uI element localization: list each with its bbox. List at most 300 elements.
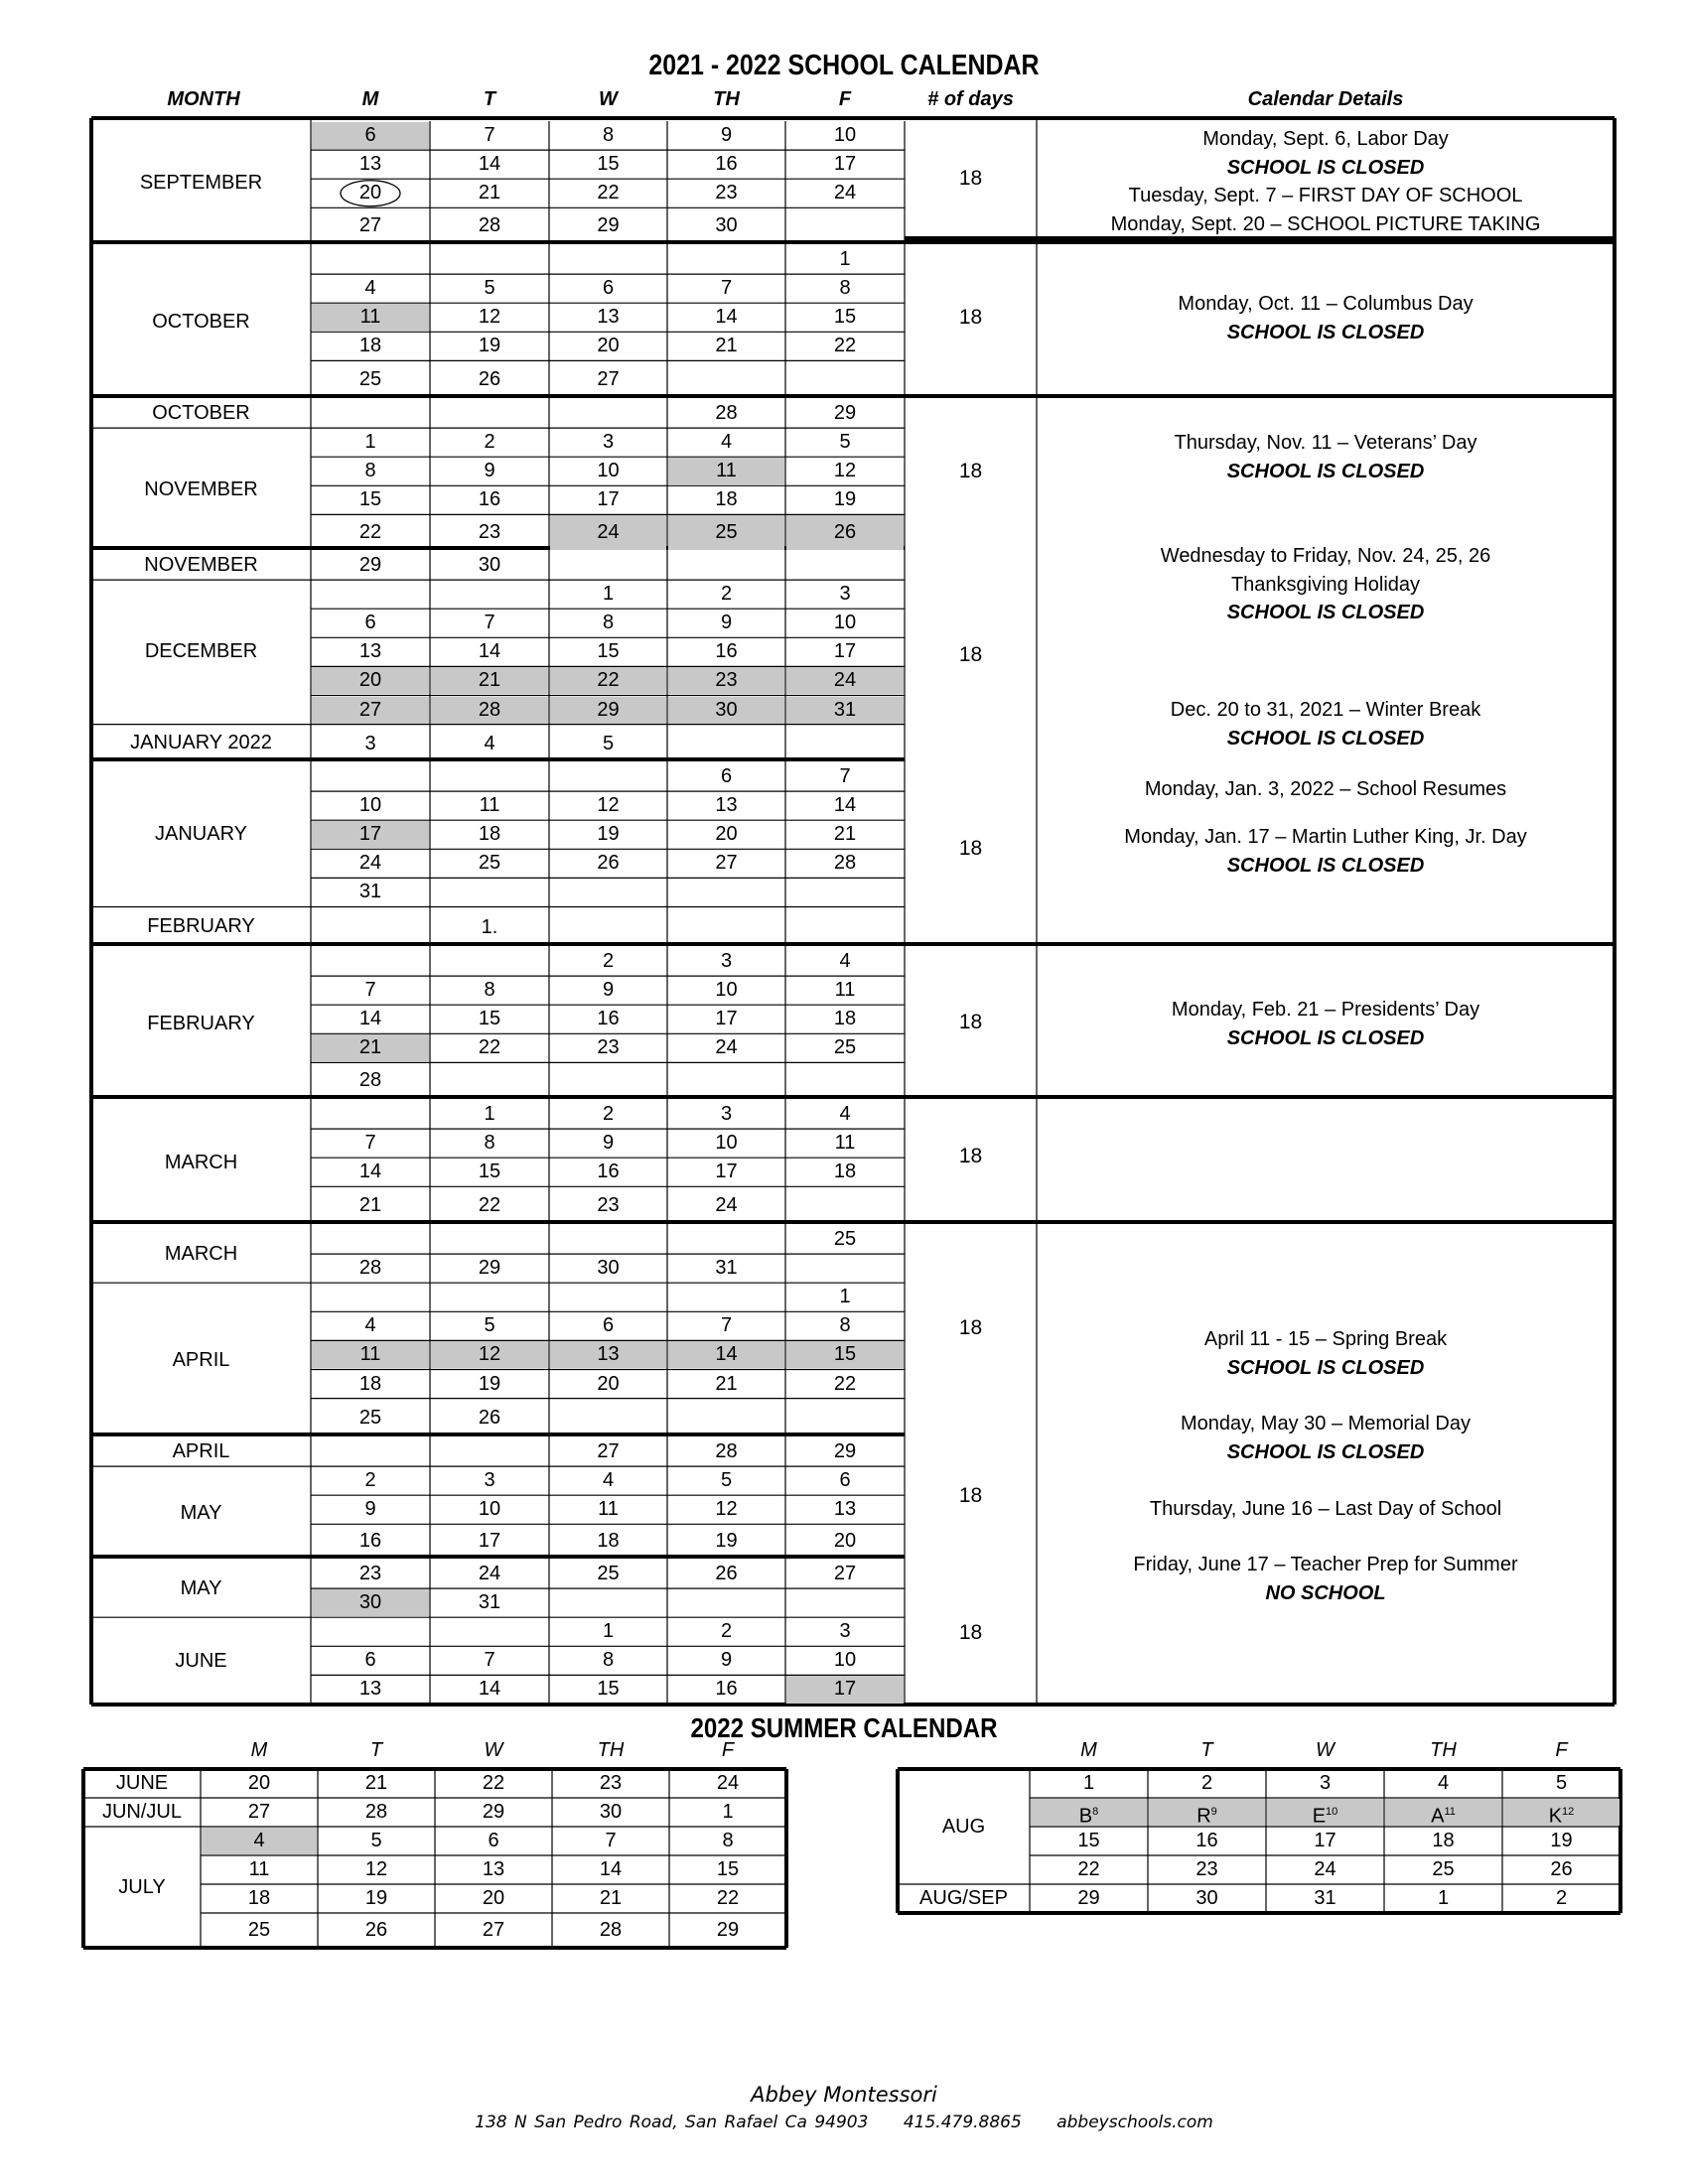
day-number: K bbox=[1548, 1805, 1563, 1828]
day-cell bbox=[786, 304, 904, 331]
day-cell bbox=[312, 180, 429, 206]
day-cell bbox=[786, 1371, 904, 1398]
day-cell bbox=[786, 361, 904, 398]
day-cell bbox=[1149, 1828, 1265, 1854]
day-number: 27 bbox=[482, 1919, 505, 1941]
day-number: 16 bbox=[715, 153, 738, 176]
day-number: 17 bbox=[597, 488, 620, 511]
day-cell bbox=[431, 1101, 548, 1128]
day-cell bbox=[312, 275, 429, 302]
day-cell bbox=[550, 977, 666, 1004]
day-cell bbox=[786, 1255, 904, 1282]
day-number: 2 bbox=[602, 1103, 615, 1125]
day-cell bbox=[431, 792, 548, 819]
day-number: 5 bbox=[602, 732, 615, 754]
day-number: 27 bbox=[358, 698, 382, 721]
day-number: 31 bbox=[833, 698, 857, 721]
day-cell bbox=[431, 122, 548, 149]
day-number: 16 bbox=[1196, 1830, 1218, 1851]
day-number: 23 bbox=[358, 1563, 382, 1584]
day-cell bbox=[668, 429, 784, 456]
day-cell bbox=[431, 908, 548, 947]
day-number: 21 bbox=[833, 823, 857, 846]
day-number: 29 bbox=[1077, 1887, 1100, 1909]
calendar-detail-line bbox=[1037, 1410, 1615, 1438]
day-number: 30 bbox=[597, 1257, 620, 1280]
day-number: 29 bbox=[597, 698, 620, 721]
day-number: 15 bbox=[833, 1343, 857, 1366]
calendar-detail-line bbox=[1037, 599, 1615, 627]
day-number: 2 bbox=[720, 583, 733, 606]
day-cell bbox=[668, 246, 784, 273]
day-number: 27 bbox=[358, 214, 382, 237]
day-cell bbox=[550, 1400, 666, 1436]
day-cell bbox=[786, 948, 904, 975]
day-number: 6 bbox=[364, 1649, 376, 1672]
day-cell bbox=[786, 429, 904, 456]
day-cell bbox=[550, 429, 666, 456]
day-number: 13 bbox=[358, 153, 382, 176]
detail-text: Monday, May 30 – Memorial Day bbox=[1181, 1413, 1471, 1434]
day-number: 17 bbox=[715, 1008, 738, 1030]
day-cell bbox=[431, 879, 548, 905]
day-cell bbox=[668, 948, 784, 975]
day-cell bbox=[312, 1226, 429, 1253]
day-number: 15 bbox=[833, 306, 857, 329]
day-cell bbox=[431, 304, 548, 331]
day-cell bbox=[550, 552, 666, 579]
day-cell bbox=[319, 1885, 434, 1912]
day-cell bbox=[670, 1799, 785, 1826]
day-number: 4 bbox=[1437, 1772, 1450, 1794]
day-number: 26 bbox=[597, 852, 620, 875]
day-number: 24 bbox=[833, 182, 857, 205]
day-number: 3 bbox=[720, 950, 733, 972]
day-number: 11 bbox=[834, 1132, 856, 1155]
day-number: 23 bbox=[715, 669, 738, 692]
day-cell bbox=[786, 1226, 904, 1253]
calendar-detail-line bbox=[1037, 210, 1615, 239]
day-number: 22 bbox=[716, 1887, 740, 1909]
day-number: 1 bbox=[484, 1103, 495, 1125]
day-number: 26 bbox=[478, 1406, 501, 1429]
day-cell bbox=[550, 850, 666, 877]
day-cell bbox=[431, 275, 548, 302]
day-cell bbox=[786, 879, 904, 905]
day-number: 24 bbox=[833, 669, 857, 692]
column-header: F bbox=[838, 88, 852, 110]
day-number: 24 bbox=[478, 1563, 501, 1584]
calendar-detail-line bbox=[1037, 775, 1615, 804]
day-cell bbox=[786, 1312, 904, 1339]
day-cell bbox=[670, 1828, 785, 1854]
detail-text: Monday, Jan. 3, 2022 – School Resumes bbox=[1144, 778, 1507, 800]
calendar-detail-line bbox=[1037, 1354, 1615, 1383]
day-cell bbox=[786, 208, 904, 244]
day-number: 21 bbox=[358, 1036, 382, 1059]
day-number: 27 bbox=[247, 1801, 271, 1823]
days-count: 18 bbox=[958, 306, 983, 329]
day-cell bbox=[319, 1828, 434, 1854]
day-number: 13 bbox=[482, 1858, 505, 1880]
day-number: 8 bbox=[602, 612, 615, 634]
day-number: 10 bbox=[833, 1649, 857, 1672]
day-number: 4 bbox=[839, 950, 851, 972]
day-cell bbox=[312, 1467, 429, 1494]
day-number: 5 bbox=[484, 1314, 495, 1337]
month-label: OCTOBER bbox=[152, 311, 250, 333]
day-number: 5 bbox=[370, 1830, 382, 1851]
day-cell bbox=[550, 1647, 666, 1674]
day-cell bbox=[312, 879, 429, 905]
day-cell bbox=[668, 333, 784, 359]
day-cell bbox=[550, 1187, 666, 1224]
day-cell bbox=[1149, 1856, 1265, 1883]
day-number: 8 bbox=[722, 1830, 734, 1851]
day-number: 18 bbox=[597, 1530, 620, 1553]
summer-month-label: AUG bbox=[941, 1815, 986, 1838]
day-number: 23 bbox=[1196, 1858, 1218, 1880]
days-count: 18 bbox=[958, 167, 983, 190]
day-cell bbox=[431, 1647, 548, 1674]
day-number: 12 bbox=[478, 306, 501, 329]
day-cell bbox=[553, 1914, 668, 1947]
days-count: 18 bbox=[958, 1484, 983, 1507]
month-label: MARCH bbox=[164, 1151, 238, 1173]
day-number: 7 bbox=[484, 612, 495, 634]
day-cell bbox=[431, 1400, 548, 1436]
day-number: 25 bbox=[358, 368, 382, 391]
detail-text: April 11 - 15 – Spring Break bbox=[1203, 1328, 1448, 1350]
calendar-detail-line bbox=[1037, 125, 1615, 154]
day-cell bbox=[786, 122, 904, 149]
footer-website: abbeyschools.com bbox=[1056, 2113, 1213, 2132]
day-cell bbox=[436, 1885, 551, 1912]
day-number: 19 bbox=[597, 823, 620, 846]
closed-day-cell bbox=[550, 667, 666, 694]
day-number: 15 bbox=[358, 488, 382, 511]
day-cell bbox=[550, 1284, 666, 1310]
day-cell bbox=[668, 610, 784, 636]
day-number: 20 bbox=[247, 1772, 271, 1794]
calendar-detail-line bbox=[1037, 290, 1615, 319]
day-number: 10 bbox=[833, 612, 857, 634]
day-number: 12 bbox=[597, 794, 620, 817]
day-cell bbox=[319, 1914, 434, 1947]
month-label: FEBRUARY bbox=[147, 1012, 255, 1034]
month-label: APRIL bbox=[172, 1440, 230, 1463]
closed-notice: SCHOOL IS CLOSED bbox=[1226, 854, 1425, 877]
day-cell bbox=[431, 610, 548, 636]
day-number: 11 bbox=[834, 979, 856, 1002]
day-cell bbox=[550, 1618, 666, 1645]
day-number: 20 bbox=[597, 1372, 620, 1395]
closed-day-cell bbox=[786, 1676, 904, 1704]
day-cell bbox=[550, 763, 666, 790]
day-number: 16 bbox=[478, 488, 501, 511]
summer-column-header: T bbox=[1200, 1739, 1213, 1761]
day-number: 6 bbox=[602, 1314, 615, 1337]
day-number: 29 bbox=[833, 1440, 857, 1462]
closed-day-cell bbox=[312, 122, 429, 149]
closed-day-cell bbox=[1385, 1799, 1501, 1826]
summer-column-header: TH bbox=[597, 1739, 625, 1761]
closed-notice: NO SCHOOL bbox=[1265, 1581, 1386, 1604]
day-number: 13 bbox=[833, 1498, 857, 1521]
day-cell bbox=[550, 1312, 666, 1339]
day-cell bbox=[312, 726, 429, 761]
day-number: 2 bbox=[484, 431, 495, 454]
day-number: 17 bbox=[833, 153, 857, 176]
day-number: 14 bbox=[358, 1160, 382, 1183]
day-number: 1 bbox=[839, 1286, 851, 1308]
column-header: Calendar Details bbox=[1247, 88, 1404, 110]
day-cell bbox=[550, 333, 666, 359]
days-count: 18 bbox=[958, 1011, 983, 1033]
day-number: 26 bbox=[833, 521, 857, 544]
day-cell bbox=[550, 1006, 666, 1032]
day-cell bbox=[668, 908, 784, 947]
day-cell bbox=[431, 850, 548, 877]
day-number: 19 bbox=[478, 335, 501, 357]
calendar-detail-line bbox=[1037, 154, 1615, 183]
day-cell bbox=[786, 1034, 904, 1061]
day-cell bbox=[668, 1438, 784, 1465]
day-number: 30 bbox=[599, 1801, 623, 1823]
month-label: JUNE bbox=[175, 1649, 227, 1672]
day-cell bbox=[431, 180, 548, 206]
month-label: OCTOBER bbox=[152, 402, 250, 425]
day-number: 15 bbox=[716, 1858, 740, 1880]
day-cell bbox=[786, 486, 904, 513]
day-cell bbox=[312, 638, 429, 665]
day-cell bbox=[312, 400, 429, 427]
day-number: 5 bbox=[1555, 1772, 1568, 1794]
closed-notice: SCHOOL IS CLOSED bbox=[1226, 321, 1425, 343]
closed-day-cell bbox=[431, 697, 548, 724]
calendar-detail-line bbox=[1037, 429, 1615, 458]
detail-text: Monday, Sept. 6, Labor Day bbox=[1202, 128, 1449, 150]
day-cell bbox=[550, 361, 666, 398]
day-cell bbox=[312, 515, 429, 550]
day-cell bbox=[431, 151, 548, 178]
day-number: 3 bbox=[839, 1620, 851, 1643]
day-cell bbox=[786, 1159, 904, 1185]
summer-column-header: F bbox=[721, 1739, 735, 1761]
calendar-detail-line bbox=[1037, 823, 1615, 852]
day-number: E bbox=[1312, 1805, 1327, 1828]
day-cell bbox=[550, 122, 666, 149]
day-number: 9 bbox=[364, 1498, 376, 1521]
day-number: 16 bbox=[715, 640, 738, 663]
day-cell bbox=[550, 1589, 666, 1616]
day-superscript: 11 bbox=[1444, 1806, 1456, 1818]
day-cell bbox=[319, 1856, 434, 1883]
day-number: 18 bbox=[1432, 1830, 1455, 1851]
day-number: 3 bbox=[839, 583, 851, 606]
days-count: 18 bbox=[958, 1621, 983, 1644]
month-label: APRIL bbox=[172, 1348, 230, 1371]
day-cell bbox=[553, 1856, 668, 1883]
day-cell bbox=[550, 1034, 666, 1061]
day-number: 2 bbox=[1555, 1887, 1568, 1909]
day-number: 21 bbox=[715, 335, 738, 357]
day-number: 15 bbox=[597, 640, 620, 663]
calendar-detail-line bbox=[1037, 1579, 1615, 1608]
day-number: 3 bbox=[364, 732, 376, 754]
day-number: 11 bbox=[248, 1858, 270, 1880]
day-number: A bbox=[1431, 1805, 1445, 1828]
day-number: 21 bbox=[715, 1372, 738, 1395]
summer-column-header: W bbox=[1316, 1739, 1335, 1761]
calendar-detail-line bbox=[1037, 542, 1615, 571]
day-cell bbox=[431, 1676, 548, 1704]
summer-month-label: AUG/SEP bbox=[919, 1887, 1008, 1909]
closed-day-cell bbox=[550, 1341, 666, 1368]
calendar-detail-line bbox=[1037, 182, 1615, 210]
closed-day-cell bbox=[202, 1828, 317, 1854]
day-cell bbox=[312, 361, 429, 398]
day-number: 14 bbox=[715, 306, 738, 329]
closed-day-cell bbox=[312, 697, 429, 724]
day-cell bbox=[668, 208, 784, 244]
day-cell bbox=[431, 1371, 548, 1398]
day-cell bbox=[1267, 1828, 1383, 1854]
month-label: DECEMBER bbox=[144, 640, 258, 663]
day-cell bbox=[550, 1226, 666, 1253]
closed-notice: SCHOOL IS CLOSED bbox=[1226, 460, 1425, 482]
day-cell bbox=[670, 1856, 785, 1883]
summer-column-header: F bbox=[1555, 1739, 1568, 1761]
day-cell bbox=[1385, 1885, 1501, 1912]
day-number: 6 bbox=[720, 765, 733, 787]
day-number: 29 bbox=[597, 214, 620, 237]
day-number: 14 bbox=[358, 1008, 382, 1030]
month-label: NOVEMBER bbox=[144, 554, 258, 577]
day-cell bbox=[1385, 1828, 1501, 1854]
day-cell bbox=[312, 429, 429, 456]
day-number: 28 bbox=[715, 402, 738, 424]
day-number: 28 bbox=[599, 1919, 623, 1941]
day-number: 28 bbox=[715, 1440, 738, 1462]
day-number: 19 bbox=[833, 488, 857, 511]
day-number: 2 bbox=[720, 1620, 733, 1643]
summer-column-header: M bbox=[250, 1739, 268, 1761]
day-cell bbox=[668, 486, 784, 513]
day-number: 17 bbox=[833, 1678, 857, 1701]
day-cell bbox=[312, 948, 429, 975]
day-number: 7 bbox=[720, 1314, 733, 1337]
day-number: 22 bbox=[358, 521, 382, 544]
day-cell bbox=[431, 1496, 548, 1523]
day-number: 12 bbox=[478, 1343, 501, 1366]
day-cell bbox=[431, 1284, 548, 1310]
day-number: 26 bbox=[364, 1919, 388, 1941]
day-cell bbox=[553, 1828, 668, 1854]
day-number: 18 bbox=[358, 1372, 382, 1395]
day-number: 1 bbox=[1082, 1772, 1095, 1794]
month-label: JANUARY 2022 bbox=[130, 732, 272, 754]
closed-day-cell bbox=[786, 1341, 904, 1368]
day-number: 24 bbox=[358, 852, 382, 875]
day-number: 20 bbox=[715, 823, 738, 846]
day-cell bbox=[786, 458, 904, 484]
day-cell bbox=[550, 1676, 666, 1704]
day-cell bbox=[786, 1284, 904, 1310]
day-number: 10 bbox=[597, 460, 620, 482]
detail-text: Tuesday, Sept. 7 – FIRST DAY OF SCHOOL bbox=[1128, 185, 1523, 206]
day-cell bbox=[786, 726, 904, 761]
day-cell bbox=[668, 1101, 784, 1128]
day-number: 27 bbox=[597, 1440, 620, 1462]
day-cell bbox=[1149, 1885, 1265, 1912]
day-number: 28 bbox=[364, 1801, 388, 1823]
day-cell bbox=[668, 1647, 784, 1674]
day-number: 4 bbox=[253, 1830, 265, 1851]
day-cell bbox=[431, 361, 548, 398]
day-number: 14 bbox=[715, 1343, 738, 1366]
closed-day-cell bbox=[312, 1589, 429, 1616]
day-cell bbox=[431, 1438, 548, 1465]
day-number: 9 bbox=[602, 1132, 615, 1155]
day-number: 7 bbox=[364, 979, 376, 1002]
day-number: 1 bbox=[364, 431, 376, 454]
calendar-detail-line bbox=[1037, 1325, 1615, 1354]
day-number: 4 bbox=[720, 431, 733, 454]
day-cell bbox=[668, 400, 784, 427]
month-label: FEBRUARY bbox=[147, 915, 255, 938]
day-number: 22 bbox=[478, 1036, 501, 1059]
day-number: 31 bbox=[1314, 1887, 1336, 1909]
day-cell bbox=[431, 333, 548, 359]
month-label: SEPTEMBER bbox=[139, 172, 263, 194]
day-number: 29 bbox=[478, 1257, 501, 1280]
day-cell bbox=[786, 1618, 904, 1645]
day-number: 7 bbox=[839, 765, 851, 787]
detail-text: Dec. 20 to 31, 2021 – Winter Break bbox=[1170, 699, 1481, 721]
day-cell bbox=[553, 1770, 668, 1797]
day-cell bbox=[668, 792, 784, 819]
day-number: 6 bbox=[839, 1469, 851, 1492]
column-header: W bbox=[599, 88, 618, 110]
day-cell bbox=[319, 1799, 434, 1826]
day-cell bbox=[312, 1006, 429, 1032]
day-cell bbox=[786, 1561, 904, 1587]
day-number: 16 bbox=[715, 1678, 738, 1701]
day-cell bbox=[550, 581, 666, 608]
closed-notice: SCHOOL IS CLOSED bbox=[1226, 602, 1425, 623]
day-number: 19 bbox=[364, 1887, 388, 1909]
day-cell bbox=[550, 1130, 666, 1157]
day-number: 30 bbox=[478, 554, 501, 576]
day-number: 30 bbox=[715, 214, 738, 237]
day-cell bbox=[1031, 1770, 1147, 1797]
day-number: 9 bbox=[720, 124, 733, 146]
day-number: 16 bbox=[597, 1160, 620, 1183]
day-number: 21 bbox=[358, 1194, 382, 1217]
day-cell bbox=[550, 1496, 666, 1523]
day-cell bbox=[312, 850, 429, 877]
day-superscript: 8 bbox=[1092, 1806, 1099, 1818]
day-cell bbox=[319, 1770, 434, 1797]
day-cell bbox=[312, 1400, 429, 1436]
day-cell bbox=[1149, 1770, 1265, 1797]
closed-day-cell bbox=[312, 667, 429, 694]
day-cell bbox=[431, 1187, 548, 1224]
day-cell bbox=[312, 151, 429, 178]
day-cell bbox=[431, 458, 548, 484]
day-cell bbox=[668, 1034, 784, 1061]
